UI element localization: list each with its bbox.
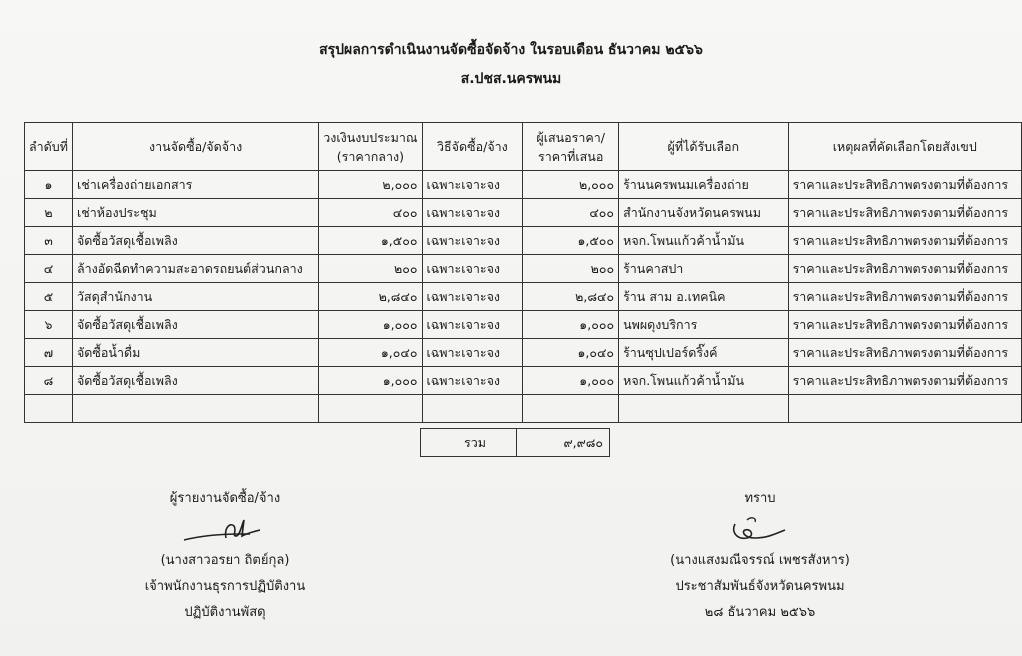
cell-method: เฉพาะเจาะจง: [422, 171, 523, 199]
total-value: ๙,๙๘๐: [517, 429, 610, 457]
cell-budget: ๑,๐๐๐: [319, 311, 422, 339]
table-header-row: [25, 123, 1022, 171]
cell-item: [72, 395, 318, 423]
cell-idx: ๗: [25, 339, 73, 367]
header-reason: เหตุผลที่คัดเลือกโดยสังเขป: [788, 123, 1021, 171]
cell-winner: สำนักงานจังหวัดนครพนม: [619, 199, 788, 227]
header-method: วิธีจัดซื้อ/จ้าง: [422, 123, 523, 171]
table-row: [25, 311, 1022, 339]
cell-offer: ๑,๕๐๐: [523, 227, 619, 255]
cell-idx: ๑: [25, 171, 73, 199]
cell-offer: [523, 395, 619, 423]
cell-winner: ร้านซุปเปอร์ดริ๊งค์: [619, 339, 788, 367]
table-row: [25, 255, 1022, 283]
cell-item: เช่าห้องประชุม: [72, 199, 318, 227]
cell-idx: ๓: [25, 227, 73, 255]
cell-budget: ๑,๕๐๐: [319, 227, 422, 255]
cell-winner: ร้าน สาม อ.เทคนิค: [619, 283, 788, 311]
cell-item: จัดซื้อวัสดุเชื้อเพลิง: [72, 227, 318, 255]
reporter-role: ผู้รายงานจัดซื้อ/จ้าง: [169, 491, 281, 506]
cell-idx: ๕: [25, 283, 73, 311]
procurement-table: [24, 122, 1022, 423]
cell-offer: ๑,๐๐๐: [523, 311, 619, 339]
cell-budget: ๒,๐๐๐: [319, 171, 422, 199]
cell-winner: หจก.โพนแก้วค้าน้ำมัน: [619, 367, 788, 395]
cell-item: วัสดุสำนักงาน: [72, 283, 318, 311]
total-label: รวม: [421, 429, 517, 457]
cell-method: เฉพาะเจาะจง: [422, 339, 523, 367]
cell-winner: หจก.โพนแก้วค้าน้ำมัน: [619, 227, 788, 255]
approver-role: ทราบ: [744, 491, 776, 506]
cell-method: เฉพาะเจาะจง: [422, 311, 523, 339]
cell-budget: ๒,๘๔๐: [319, 283, 422, 311]
cell-offer: ๒,๘๔๐: [523, 283, 619, 311]
cell-idx: ๘: [25, 367, 73, 395]
cell-reason: [788, 395, 1021, 423]
cell-reason: ราคาและประสิทธิภาพตรงตามที่ต้องการ: [788, 311, 1021, 339]
cell-budget: [319, 395, 422, 423]
cell-reason: ราคาและประสิทธิภาพตรงตามที่ต้องการ: [788, 171, 1021, 199]
signature-block-approver: [645, 486, 875, 626]
reporter-name: (นางสาวอรยา ถิตย์กุล): [160, 553, 290, 568]
cell-budget: ๑,๐๔๐: [319, 339, 422, 367]
cell-idx: ๔: [25, 255, 73, 283]
cell-idx: ๒: [25, 199, 73, 227]
cell-offer: ๒๐๐: [523, 255, 619, 283]
cell-reason: ราคาและประสิทธิภาพตรงตามที่ต้องการ: [788, 255, 1021, 283]
table-row: [25, 367, 1022, 395]
cell-reason: ราคาและประสิทธิภาพตรงตามที่ต้องการ: [788, 199, 1021, 227]
header-budget: วงเงินงบประมาณ (ราคากลาง): [319, 123, 422, 171]
cell-item: จัดซื้อน้ำดื่ม: [72, 339, 318, 367]
total-row: [420, 428, 610, 457]
cell-method: เฉพาะเจาะจง: [422, 367, 523, 395]
table-row: [25, 199, 1022, 227]
cell-offer: ๑,๐๐๐: [523, 367, 619, 395]
organization-name: ส.ปชส.นครพนม: [460, 71, 562, 87]
cell-reason: ราคาและประสิทธิภาพตรงตามที่ต้องการ: [788, 367, 1021, 395]
document-title: สรุปผลการดำเนินงานจัดซื้อจัดจ้าง ในรอบเดือน ธันวาคม ๒๕๖๖: [319, 42, 703, 58]
table-row-empty: [25, 395, 1022, 423]
cell-reason: ราคาและประสิทธิภาพตรงตามที่ต้องการ: [788, 339, 1021, 367]
reporter-signature: [135, 512, 315, 548]
approver-position: ประชาสัมพันธ์จังหวัดนครพนม: [675, 579, 845, 594]
cell-budget: ๑,๐๐๐: [319, 367, 422, 395]
header-winner: ผู้ที่ได้รับเลือก: [619, 123, 788, 171]
cell-item: เช่าเครื่องถ่ายเอกสาร: [72, 171, 318, 199]
cell-method: เฉพาะเจาะจง: [422, 199, 523, 227]
cell-method: เฉพาะเจาะจง: [422, 227, 523, 255]
cell-budget: ๒๐๐: [319, 255, 422, 283]
cell-method: เฉพาะเจาะจง: [422, 255, 523, 283]
reporter-department: ปฏิบัติงานพัสดุ: [184, 605, 266, 620]
approver-name: (นางแสงมณีจรรณ์ เพชรสังหาร): [670, 553, 850, 568]
reporter-position: เจ้าพนักงานธุรการปฏิบัติงาน: [144, 579, 306, 594]
signature-block-reporter: [135, 486, 315, 626]
cell-winner: [619, 395, 788, 423]
header-idx: ลำดับที่: [25, 123, 73, 171]
cell-offer: ๒,๐๐๐: [523, 171, 619, 199]
table-row: [25, 227, 1022, 255]
cell-reason: ราคาและประสิทธิภาพตรงตามที่ต้องการ: [788, 283, 1021, 311]
cell-winner: นพผดุงบริการ: [619, 311, 788, 339]
table-row: [25, 171, 1022, 199]
table-row: [25, 283, 1022, 311]
cell-budget: ๔๐๐: [319, 199, 422, 227]
cell-method: เฉพาะเจาะจง: [422, 283, 523, 311]
cell-offer: ๑,๐๔๐: [523, 339, 619, 367]
cell-method: [422, 395, 523, 423]
approver-date: ๒๘ ธันวาคม ๒๕๖๖: [704, 605, 816, 620]
cell-winner: ร้านนครพนมเครื่องถ่าย: [619, 171, 788, 199]
header-item: งานจัดซื้อ/จัดจ้าง: [72, 123, 318, 171]
cell-idx: ๖: [25, 311, 73, 339]
cell-offer: ๔๐๐: [523, 199, 619, 227]
header-offer: ผู้เสนอราคา/ ราคาที่เสนอ: [523, 123, 619, 171]
cell-reason: ราคาและประสิทธิภาพตรงตามที่ต้องการ: [788, 227, 1021, 255]
cell-idx: [25, 395, 73, 423]
table-row: [25, 339, 1022, 367]
cell-winner: ร้านคาสปา: [619, 255, 788, 283]
approver-signature: [645, 512, 875, 548]
cell-item: ล้างอัดฉีดทำความสะอาดรถยนต์ส่วนกลาง: [72, 255, 318, 283]
cell-item: จัดซื้อวัสดุเชื้อเพลิง: [72, 367, 318, 395]
cell-item: จัดซื้อวัสดุเชื้อเพลิง: [72, 311, 318, 339]
